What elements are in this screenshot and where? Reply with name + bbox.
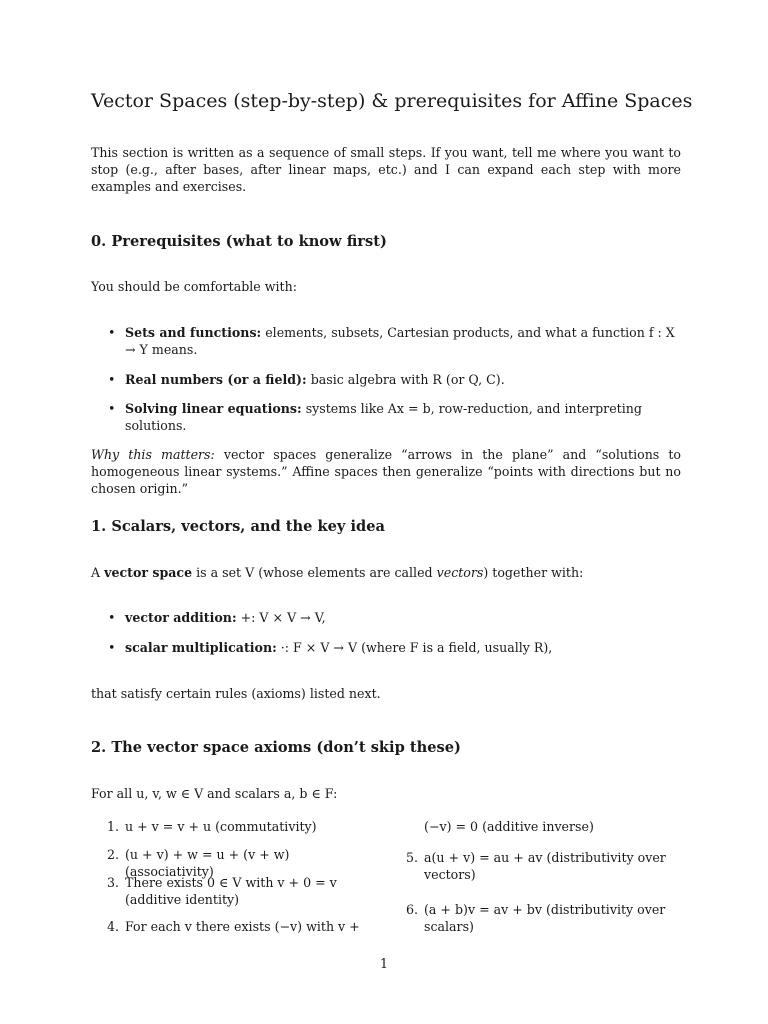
bullet-text: basic algebra with R (or Q, C). bbox=[310, 372, 505, 387]
why-text: vector spaces generalize “arrows in the plane” and “solutions to homogeneous linear systems.” Affine spaces then generalize “points with directions but no chosen origin.” bbox=[91, 447, 681, 496]
list-item bbox=[108, 609, 681, 626]
section-2-lead: For all u, v, w ∈ V and scalars a, b ∈ F: bbox=[91, 786, 338, 801]
section-1-tail: that satisfy certain rules (axioms) listed next. bbox=[91, 686, 381, 701]
list-item bbox=[108, 324, 681, 358]
axiom-text: (u + v) + w = u + (v + w) (associativity) bbox=[125, 847, 290, 879]
bullet-label: scalar multiplication: bbox=[125, 640, 277, 655]
bullet-text: +: V × V → V, bbox=[240, 610, 326, 625]
term-vector-space: vector space bbox=[104, 565, 193, 580]
axiom-item bbox=[107, 874, 382, 908]
axiom-item bbox=[107, 818, 382, 835]
axiom-number: 6. bbox=[406, 902, 419, 917]
intro-paragraph: This section is written as a sequence of small steps. If you want, tell me where you want to stop (e.g., after bases, after linear maps, etc.) and I can expand each step with more examples and exercises. bbox=[91, 145, 681, 194]
bullet-label: Real numbers (or a field): bbox=[125, 372, 307, 387]
bullet-text: elements, subsets, Cartesian products, and what a function f : X → Y means. bbox=[125, 325, 675, 357]
section-0-heading: 0. Prerequisites (what to know first) bbox=[91, 233, 387, 250]
section-2-heading: 2. The vector space axioms (don’t skip these) bbox=[91, 739, 461, 756]
page-number: 1 bbox=[379, 956, 388, 971]
axiom-text: (a + b)v = av + bv (distributivity over scalars) bbox=[424, 902, 666, 934]
axiom-number: 1. bbox=[107, 819, 120, 834]
axiom-text: a(u + v) = au + av (distributivity over vectors) bbox=[424, 850, 666, 882]
axiom-item bbox=[406, 849, 681, 883]
axiom-number: 2. bbox=[107, 847, 120, 862]
bullet-label: Sets and functions: bbox=[125, 325, 262, 340]
axiom-number: 4. bbox=[107, 919, 120, 934]
axiom-continuation: (−v) = 0 (additive inverse) bbox=[424, 819, 594, 834]
bullet-label: Solving linear equations: bbox=[125, 401, 302, 416]
bullet-label: vector addition: bbox=[125, 610, 237, 625]
axiom-item bbox=[406, 901, 681, 935]
list-item bbox=[108, 400, 681, 434]
axiom-text: There exists 0 ∈ V with v + 0 = v (additive identity) bbox=[125, 875, 337, 907]
list-item bbox=[108, 371, 681, 388]
lead-text: ) together with: bbox=[483, 565, 584, 580]
lead-text: is a set V (whose elements are called bbox=[196, 565, 433, 580]
bullet-text: ·: F × V → V (where F is a field, usually R), bbox=[280, 640, 553, 655]
axiom-text: For each v there exists (−v) with v + bbox=[125, 919, 360, 934]
bullet-icon: • bbox=[108, 640, 116, 655]
bullet-icon: • bbox=[108, 372, 116, 387]
axiom-text: u + v = v + u (commutativity) bbox=[125, 819, 317, 834]
why-label: Why this matters: bbox=[91, 447, 215, 462]
section-1-lead bbox=[91, 564, 681, 581]
axiom-item bbox=[107, 918, 382, 935]
section-0-lead: You should be comfortable with: bbox=[91, 279, 297, 294]
section-1-heading: 1. Scalars, vectors, and the key idea bbox=[91, 518, 385, 535]
list-item bbox=[108, 639, 681, 656]
why-paragraph bbox=[91, 446, 681, 497]
document-title: Vector Spaces (step-by-step) & prerequisites for Affine Spaces bbox=[91, 90, 693, 112]
bullet-text: systems like Ax = b, row-reduction, and interpreting solutions. bbox=[125, 401, 642, 433]
bullet-icon: • bbox=[108, 325, 116, 340]
lead-text: A bbox=[91, 565, 101, 580]
bullet-icon: • bbox=[108, 401, 116, 416]
axiom-number: 3. bbox=[107, 875, 120, 890]
bullet-icon: • bbox=[108, 610, 116, 625]
term-vectors: vectors bbox=[436, 565, 484, 580]
axiom-number: 5. bbox=[406, 850, 419, 865]
